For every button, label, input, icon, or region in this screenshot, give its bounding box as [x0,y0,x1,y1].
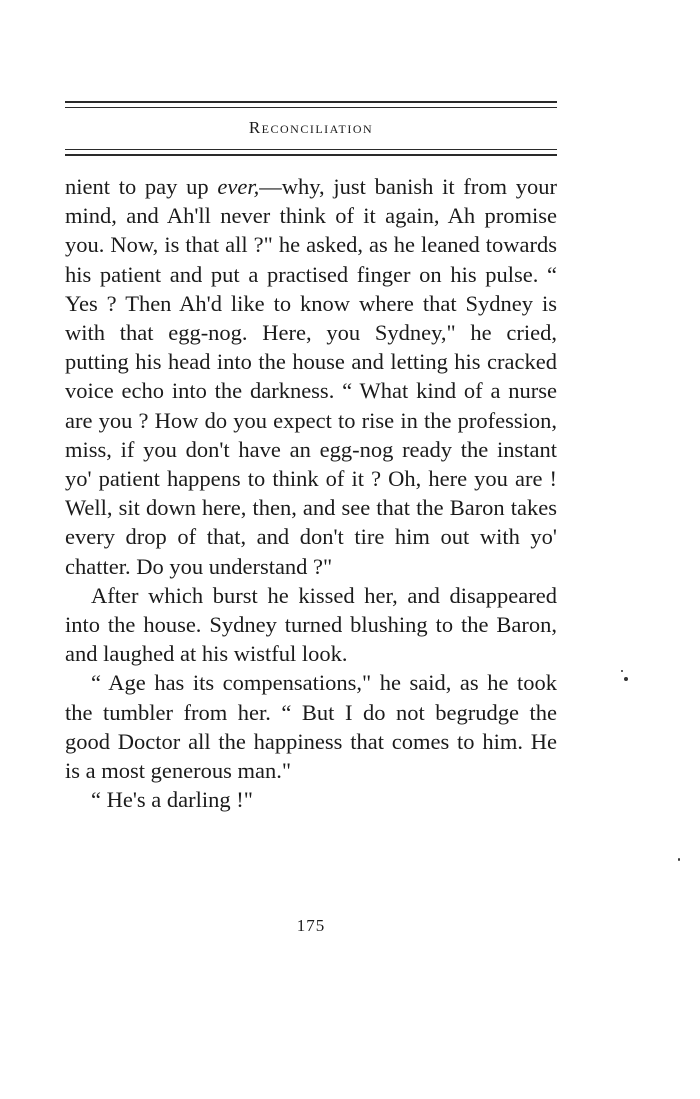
body-text [65,172,557,814]
italic-word: ever, [217,174,260,199]
paper-speck [621,670,623,672]
book-page [65,0,557,1099]
header-rule-top-thick [65,101,557,103]
paragraph: “ Age has its compensations," he said, as he took the tumbler from her. “ But I do not begrudge the good Doctor all the happiness that comes to him. He is a most generous man." [65,670,557,784]
paper-speck [624,677,628,681]
paragraph-continuation [65,172,557,581]
paragraph-text-rest: —why, just banish it from your mind, and Ah'll never think of it again, Ah promise you. Now, is that all ?" he asked, as he leaned towards his patient and put a practised finger on his pulse. “ Yes ? Then Ah'd like to know where that Sydney is with that egg-nog. Here, you Sydney," he cried, putting his head into the house and letting his cracked voice echo into the darkness. “ What kind of a nurse are you ? How do you expect to rise in the profession, miss, if you don't have an egg-nog ready the instant yo' patient happens to think of it ? Oh, here you are ! Well, sit down here, then, and see that the Baron takes every drop of that, and don't tire him out with yo' chatter. Do you understand ?" [65,174,557,579]
paragraph: After which burst he kissed her, and disappeared into the house. Sydney turned blushing to the Baron, and laughed at his wistful look. [65,582,557,667]
paper-speck [678,858,680,861]
paragraph: “ He's a darling !" [91,787,253,813]
header-rule-top-thin [65,107,557,108]
header-rule-bottom-thin [65,149,557,150]
paragraph-text-start: nient to pay up [65,174,218,199]
running-head-title: Reconciliation [248,118,374,137]
header-rule-bottom-thick [65,154,557,156]
page-number: 175 [296,916,326,935]
